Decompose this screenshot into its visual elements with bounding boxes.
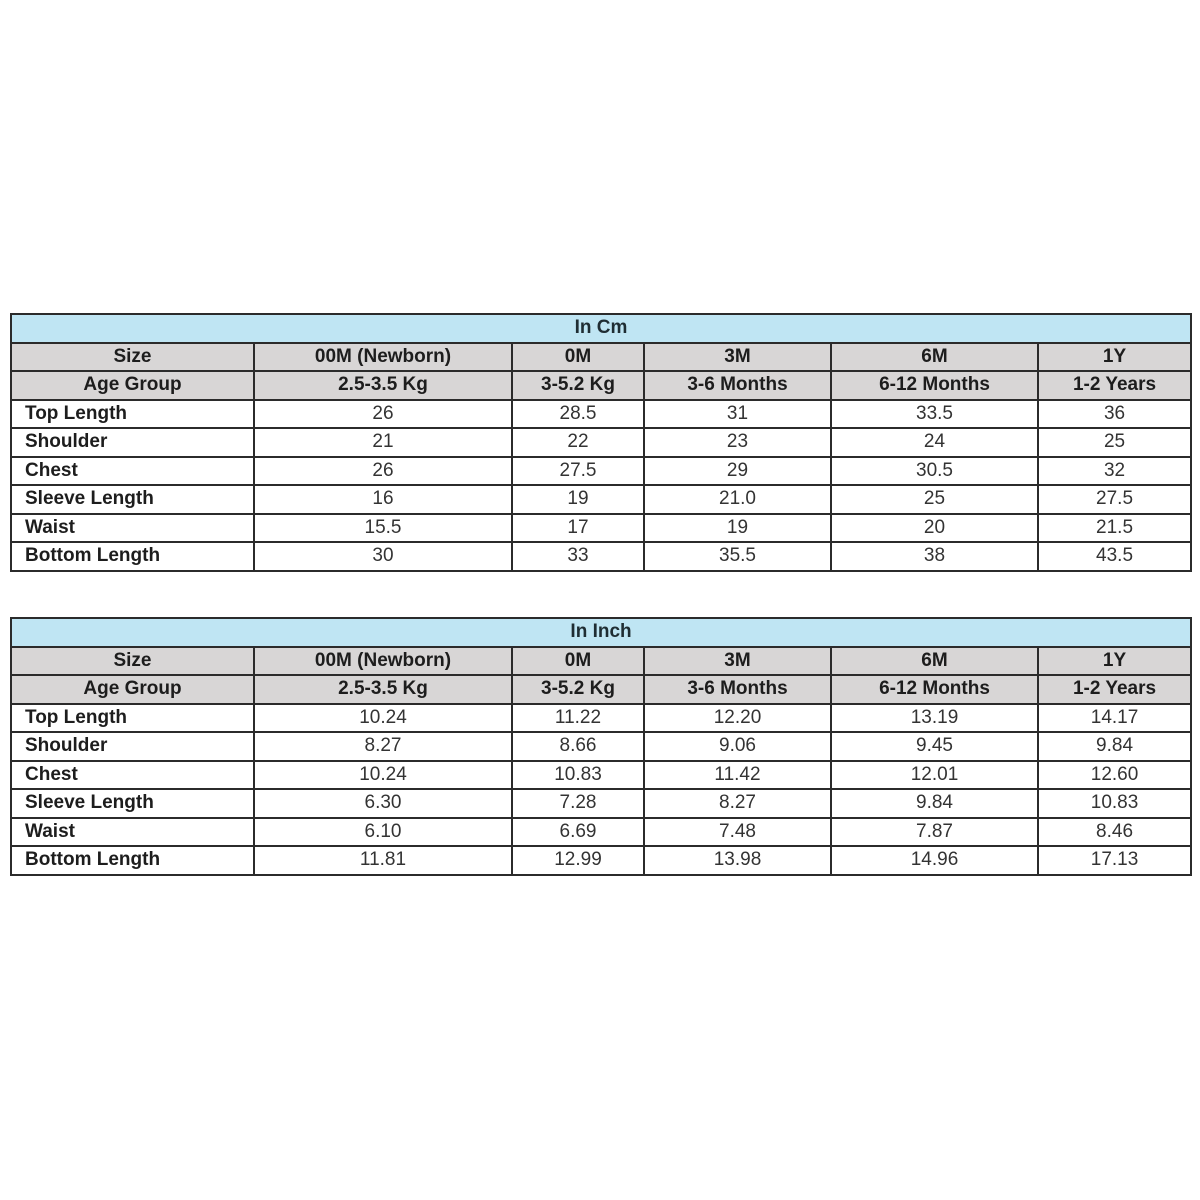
table-row <box>11 732 1191 761</box>
table-row <box>11 789 1191 818</box>
size-header-row <box>11 343 1191 372</box>
measurement-value: 13.19 <box>831 704 1038 733</box>
row-label: Size <box>11 343 254 372</box>
header-cell: 6-12 Months <box>831 371 1038 400</box>
header-cell: 0M <box>512 343 644 372</box>
measurement-label: Chest <box>11 457 254 486</box>
measurement-label: Sleeve Length <box>11 789 254 818</box>
header-cell: 3M <box>644 343 831 372</box>
header-cell: 0M <box>512 647 644 676</box>
size-chart-cm-table <box>10 313 1192 572</box>
measurement-value: 25 <box>1038 428 1191 457</box>
header-cell: 6M <box>831 343 1038 372</box>
header-cell: 2.5-3.5 Kg <box>254 675 512 704</box>
header-cell: 6M <box>831 647 1038 676</box>
measurement-value: 14.17 <box>1038 704 1191 733</box>
header-cell: 00M (Newborn) <box>254 647 512 676</box>
size-chart-inch-table <box>10 617 1192 876</box>
table-row <box>11 704 1191 733</box>
measurement-value: 9.45 <box>831 732 1038 761</box>
measurement-value: 7.48 <box>644 818 831 847</box>
measurement-value: 11.22 <box>512 704 644 733</box>
row-label: Age Group <box>11 675 254 704</box>
measurement-value: 13.98 <box>644 846 831 875</box>
measurement-label: Waist <box>11 818 254 847</box>
measurement-value: 9.84 <box>831 789 1038 818</box>
header-cell: 2.5-3.5 Kg <box>254 371 512 400</box>
table-row <box>11 400 1191 429</box>
measurement-label: Bottom Length <box>11 846 254 875</box>
measurement-value: 17 <box>512 514 644 543</box>
measurement-value: 12.60 <box>1038 761 1191 790</box>
measurement-value: 38 <box>831 542 1038 571</box>
header-cell: 6-12 Months <box>831 675 1038 704</box>
header-cell: 1-2 Years <box>1038 371 1191 400</box>
measurement-value: 28.5 <box>512 400 644 429</box>
measurement-label: Waist <box>11 514 254 543</box>
measurement-value: 10.24 <box>254 761 512 790</box>
measurement-value: 36 <box>1038 400 1191 429</box>
size-chart-body <box>11 618 1191 875</box>
measurement-value: 6.30 <box>254 789 512 818</box>
table-row <box>11 846 1191 875</box>
measurement-value: 8.27 <box>254 732 512 761</box>
size-header-row <box>11 647 1191 676</box>
size-chart-body <box>11 314 1191 571</box>
measurement-value: 10.83 <box>1038 789 1191 818</box>
measurement-label: Shoulder <box>11 732 254 761</box>
measurement-value: 33 <box>512 542 644 571</box>
measurement-value: 21.0 <box>644 485 831 514</box>
measurement-value: 6.69 <box>512 818 644 847</box>
measurement-value: 27.5 <box>1038 485 1191 514</box>
header-cell: 1Y <box>1038 343 1191 372</box>
measurement-value: 26 <box>254 457 512 486</box>
measurement-value: 24 <box>831 428 1038 457</box>
measurement-value: 16 <box>254 485 512 514</box>
measurement-value: 6.10 <box>254 818 512 847</box>
measurement-value: 21.5 <box>1038 514 1191 543</box>
table-row <box>11 485 1191 514</box>
measurement-value: 7.87 <box>831 818 1038 847</box>
measurement-value: 12.99 <box>512 846 644 875</box>
measurement-value: 43.5 <box>1038 542 1191 571</box>
header-cell: 00M (Newborn) <box>254 343 512 372</box>
measurement-value: 8.46 <box>1038 818 1191 847</box>
table-row <box>11 457 1191 486</box>
table-row <box>11 542 1191 571</box>
measurement-value: 25 <box>831 485 1038 514</box>
table-row <box>11 428 1191 457</box>
measurement-value: 8.66 <box>512 732 644 761</box>
row-label: Age Group <box>11 371 254 400</box>
measurement-label: Chest <box>11 761 254 790</box>
measurement-value: 31 <box>644 400 831 429</box>
measurement-value: 29 <box>644 457 831 486</box>
measurement-label: Sleeve Length <box>11 485 254 514</box>
header-cell: 3-5.2 Kg <box>512 675 644 704</box>
measurement-value: 17.13 <box>1038 846 1191 875</box>
measurement-value: 15.5 <box>254 514 512 543</box>
measurement-value: 11.42 <box>644 761 831 790</box>
table-title: In Inch <box>11 618 1191 647</box>
header-cell: 3-6 Months <box>644 675 831 704</box>
measurement-value: 20 <box>831 514 1038 543</box>
measurement-value: 11.81 <box>254 846 512 875</box>
measurement-value: 30 <box>254 542 512 571</box>
measurement-value: 35.5 <box>644 542 831 571</box>
table-title: In Cm <box>11 314 1191 343</box>
measurement-value: 12.01 <box>831 761 1038 790</box>
table-row <box>11 514 1191 543</box>
measurement-value: 12.20 <box>644 704 831 733</box>
age-group-header-row <box>11 371 1191 400</box>
measurement-value: 30.5 <box>831 457 1038 486</box>
measurement-value: 22 <box>512 428 644 457</box>
measurement-value: 9.84 <box>1038 732 1191 761</box>
measurement-label: Bottom Length <box>11 542 254 571</box>
header-cell: 1Y <box>1038 647 1191 676</box>
measurement-value: 27.5 <box>512 457 644 486</box>
table-title-row <box>11 618 1191 647</box>
age-group-header-row <box>11 675 1191 704</box>
measurement-value: 33.5 <box>831 400 1038 429</box>
row-label: Size <box>11 647 254 676</box>
measurement-value: 10.83 <box>512 761 644 790</box>
measurement-value: 10.24 <box>254 704 512 733</box>
measurement-value: 7.28 <box>512 789 644 818</box>
measurement-value: 19 <box>644 514 831 543</box>
measurement-value: 14.96 <box>831 846 1038 875</box>
measurement-label: Top Length <box>11 704 254 733</box>
measurement-value: 19 <box>512 485 644 514</box>
header-cell: 3M <box>644 647 831 676</box>
header-cell: 3-6 Months <box>644 371 831 400</box>
measurement-value: 9.06 <box>644 732 831 761</box>
table-row <box>11 818 1191 847</box>
table-title-row <box>11 314 1191 343</box>
measurement-label: Shoulder <box>11 428 254 457</box>
measurement-label: Top Length <box>11 400 254 429</box>
measurement-value: 23 <box>644 428 831 457</box>
measurement-value: 32 <box>1038 457 1191 486</box>
header-cell: 1-2 Years <box>1038 675 1191 704</box>
measurement-value: 8.27 <box>644 789 831 818</box>
table-row <box>11 761 1191 790</box>
measurement-value: 26 <box>254 400 512 429</box>
header-cell: 3-5.2 Kg <box>512 371 644 400</box>
measurement-value: 21 <box>254 428 512 457</box>
